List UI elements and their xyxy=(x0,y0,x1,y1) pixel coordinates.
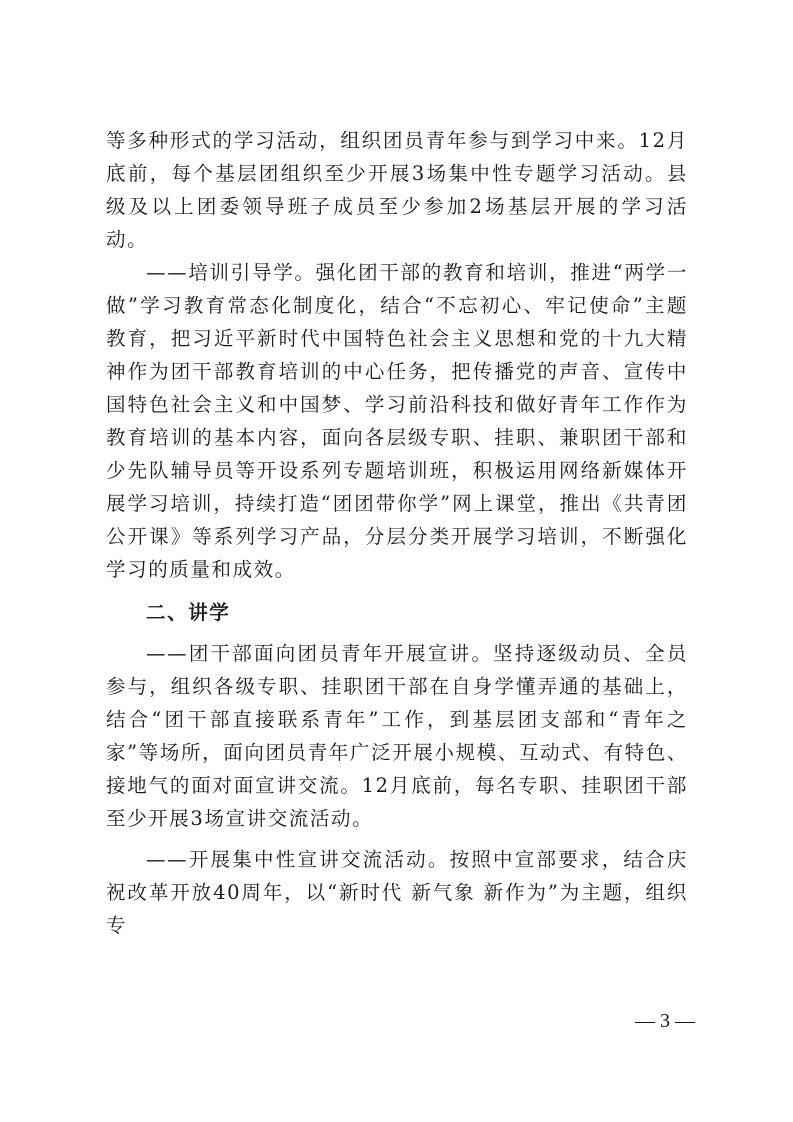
paragraph-lead: ——团干部面向团员青年开展宣讲。 xyxy=(146,642,494,665)
paragraph-centralized-lecture xyxy=(106,843,688,942)
paragraph-training xyxy=(106,256,688,586)
document-body xyxy=(106,124,688,942)
paragraph-text: 坚持逐级动员、全员参与，组织各级专职、挂职团干部在自身学懂弄通的基础上，结合“团干部直接联系青年”工作，到基层团支部和“青年之家”等场所，面向团员青年广泛开展小规模、互动式、有特色、接地气的面对面宣讲交流。12月底前，每名专职、挂职团干部至少开展3场宣讲交流活动。 xyxy=(106,642,688,830)
paragraph-text: 强化团干部的教育和培训，推进“两学一做”学习教育常态化制度化，结合“不忘初心、牢记使命”主题教育，把习近平新时代中国特色社会主义思想和党的十九大精神作为团干部教育培训的中心任务，把传播党的声音、宣传中国特色社会主义和中国梦、学习前沿科技和做好青年工作作为教育培训的基本内容，面向各层级专职、挂职、兼职团干部和少先队辅导员等开设系列专题培训班，积极运用网络新媒体开展学习培训，持续打造“团团带你学”网上课堂，推出《共青团公开课》等系列学习产品，分层分类开展学习培训，不断强化学习的质量和成效。 xyxy=(106,261,688,581)
paragraph-cadre-lecture xyxy=(106,637,688,835)
paragraph-continuation xyxy=(106,124,688,256)
paragraph-text: 等多种形式的学习活动，组织团员青年参与到学习中来。12月底前，每个基层团组织至少开展3场集中性专题学习活动。县级及以上团委领导班子成员至少参加2场基层开展的学习活动。 xyxy=(106,129,688,251)
paragraph-lead: ——开展集中性宣讲交流活动。 xyxy=(146,848,450,871)
paragraph-gap xyxy=(106,835,688,843)
page-number: — 3 — xyxy=(635,1010,695,1032)
section-heading: 二、讲学 xyxy=(146,601,231,624)
paragraph-lead: ——培训引导学。 xyxy=(146,261,316,284)
paragraph-text: 按照中宣部要求，结合庆祝改革开放40周年，以“新时代 新气象 新作为”为主题，组织专 xyxy=(106,848,688,937)
